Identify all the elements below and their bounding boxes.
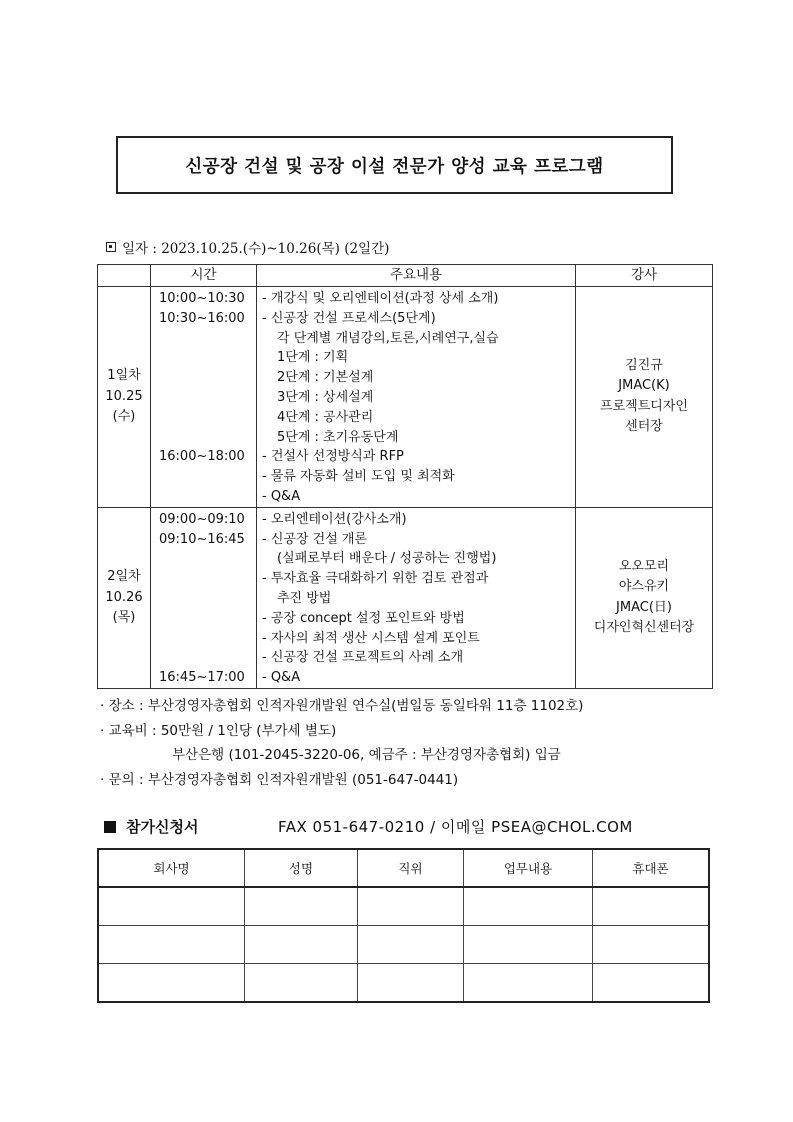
day-date: 10.25: [105, 388, 143, 404]
time-line: [151, 467, 256, 487]
content-line: - 개강식 및 오리엔테이션(과정 상세 소개): [262, 291, 499, 306]
content-line: 각 단계별 개념강의,토론,시례연구,실습: [277, 330, 499, 346]
instructor-line: 센터장: [625, 419, 663, 435]
application-cell[interactable]: [98, 964, 245, 1003]
content-line: - 공장 concept 설정 포인트와 방법: [262, 610, 465, 626]
time-line: [151, 388, 256, 408]
content-line: - 신공장 건설 개론: [262, 531, 367, 547]
application-cell[interactable]: [464, 926, 593, 964]
application-cell[interactable]: [245, 926, 358, 964]
application-cell[interactable]: [358, 887, 464, 926]
application-cell[interactable]: [358, 964, 464, 1003]
application-contact: FAX 051-647-0210 / 이메일 PSEA@CHOL.COM: [278, 818, 633, 836]
time-line: 09:10~16:45: [159, 531, 245, 547]
time-line: [151, 629, 256, 649]
col-duty: 업무내용: [464, 849, 593, 887]
time-line: [151, 348, 256, 368]
application-row: [98, 926, 709, 964]
header-time: 시간: [151, 265, 257, 287]
application-cell[interactable]: [98, 926, 245, 964]
time-line: [151, 368, 256, 388]
instructor-line: 김진규: [625, 357, 663, 373]
application-header: [104, 816, 704, 837]
square-bullet-icon: [106, 242, 116, 252]
day-cell: [98, 287, 151, 508]
schedule-row-day2: [98, 507, 713, 688]
content-cell: [257, 287, 576, 508]
application-cell[interactable]: [358, 926, 464, 964]
date-text: 일자 : 2023.10.25.(수)~10.26(목) (2일간): [122, 241, 390, 257]
time-line: [151, 329, 256, 349]
content-line: - 투자효율 극대화하기 위한 검토 관점과: [262, 571, 489, 587]
header-instructor: 강사: [576, 265, 713, 287]
time-line: [151, 648, 256, 668]
venue-note: · 장소 : 부산경영자총협회 인적자원개발원 연수실(범일동 동일타워 11층 1102호): [100, 698, 584, 714]
instructor-line: 디자인혁신센터장: [593, 620, 695, 636]
day-date: 10.26: [105, 589, 143, 605]
time-line: [151, 589, 256, 609]
col-company: 회사명: [98, 849, 245, 887]
time-line: [151, 609, 256, 629]
application-cell[interactable]: [593, 926, 710, 964]
application-cell[interactable]: [464, 887, 593, 926]
content-line: - 신공장 건설 프로젝트의 사례 소개: [262, 650, 464, 666]
page-title: 신공장 건설 및 공장 이설 전문가 양성 교육 프로그램: [116, 136, 673, 194]
day-weekday: (목): [112, 610, 136, 626]
application-row: [98, 964, 709, 1003]
time-cell: [151, 507, 257, 688]
time-line: [151, 428, 256, 448]
application-header-row: [98, 849, 709, 887]
application-cell[interactable]: [98, 887, 245, 926]
notes-section: [100, 694, 583, 792]
instructor-line: JMAC(K): [618, 378, 670, 394]
col-phone: 휴대폰: [593, 849, 710, 887]
day-label: 2일차: [107, 569, 141, 585]
contact-note: · 문의 : 부산경영자총협회 인적자원개발원 (051-647-0441): [100, 771, 459, 788]
content-line: 2단계 : 기본설계: [277, 370, 374, 386]
application-cell[interactable]: [245, 887, 358, 926]
content-line: 4단계 : 공사관리: [277, 409, 374, 425]
day-label: 1일차: [107, 368, 141, 384]
header-blank: [98, 265, 151, 287]
content-line: 5단계 : 초기유동단계: [277, 429, 399, 445]
time-line: [151, 487, 256, 507]
time-cell: [151, 287, 257, 508]
content-line: (실패로부터 배운다 / 성공하는 진행법): [277, 551, 497, 567]
time-line: 09:00~09:10: [159, 511, 245, 527]
instructor-cell: [576, 507, 713, 688]
col-position: 직위: [358, 849, 464, 887]
schedule-table: [97, 264, 713, 689]
content-line: - 물류 자동화 설비 도입 및 최적화: [262, 469, 455, 485]
content-line: 3단계 : 상세설계: [277, 389, 374, 405]
bank-note: 부산은행 (101-2045-3220-06, 예금주 : 부산경영자총협회) 입금: [172, 747, 561, 763]
schedule-header-row: [98, 265, 713, 287]
time-line: [151, 549, 256, 569]
content-line: - 건설사 선정방식과 RFP: [262, 449, 404, 465]
instructor-cell: [576, 287, 713, 508]
content-line: - Q&A: [262, 670, 301, 686]
content-line: - 오리엔테이션(강사소개): [262, 511, 407, 527]
schedule-row-day1: [98, 287, 713, 508]
time-line: 10:00~10:30: [159, 291, 245, 306]
time-line: 10:30~16:00: [159, 310, 245, 326]
col-name: 성명: [245, 849, 358, 887]
application-cell[interactable]: [464, 964, 593, 1003]
content-line: 1단계 : 기획: [277, 350, 349, 366]
instructor-line: JMAC(日): [616, 599, 672, 615]
black-square-icon: [104, 821, 116, 833]
instructor-line: 오오모리: [618, 558, 670, 574]
date-line: [106, 237, 389, 257]
content-cell: [257, 507, 576, 688]
content-line: - 신공장 건설 프로세스(5단계): [262, 310, 436, 326]
time-line: 16:00~18:00: [159, 449, 245, 465]
day-weekday: (수): [112, 409, 136, 425]
time-line: [151, 569, 256, 589]
application-row: [98, 887, 709, 926]
fee-note: · 교육비 : 50만원 / 1인당 (부가세 별도): [100, 722, 337, 739]
time-line: [151, 408, 256, 428]
instructor-line: 프로젝트디자인: [600, 398, 688, 414]
application-table: [97, 848, 710, 1003]
instructor-line: 야스유키: [618, 579, 670, 595]
time-line: 16:45~17:00: [159, 670, 245, 686]
content-line: - Q&A: [262, 488, 301, 504]
content-line: - 자사의 최적 생산 시스템 설계 포인트: [262, 630, 480, 646]
application-cell[interactable]: [593, 887, 710, 926]
content-line: 추진 방법: [277, 590, 332, 606]
application-cell[interactable]: [593, 964, 710, 1003]
day-cell: [98, 507, 151, 688]
application-title: 참가신청서: [126, 818, 199, 836]
application-cell[interactable]: [245, 964, 358, 1003]
header-content: 주요내용: [257, 265, 576, 287]
